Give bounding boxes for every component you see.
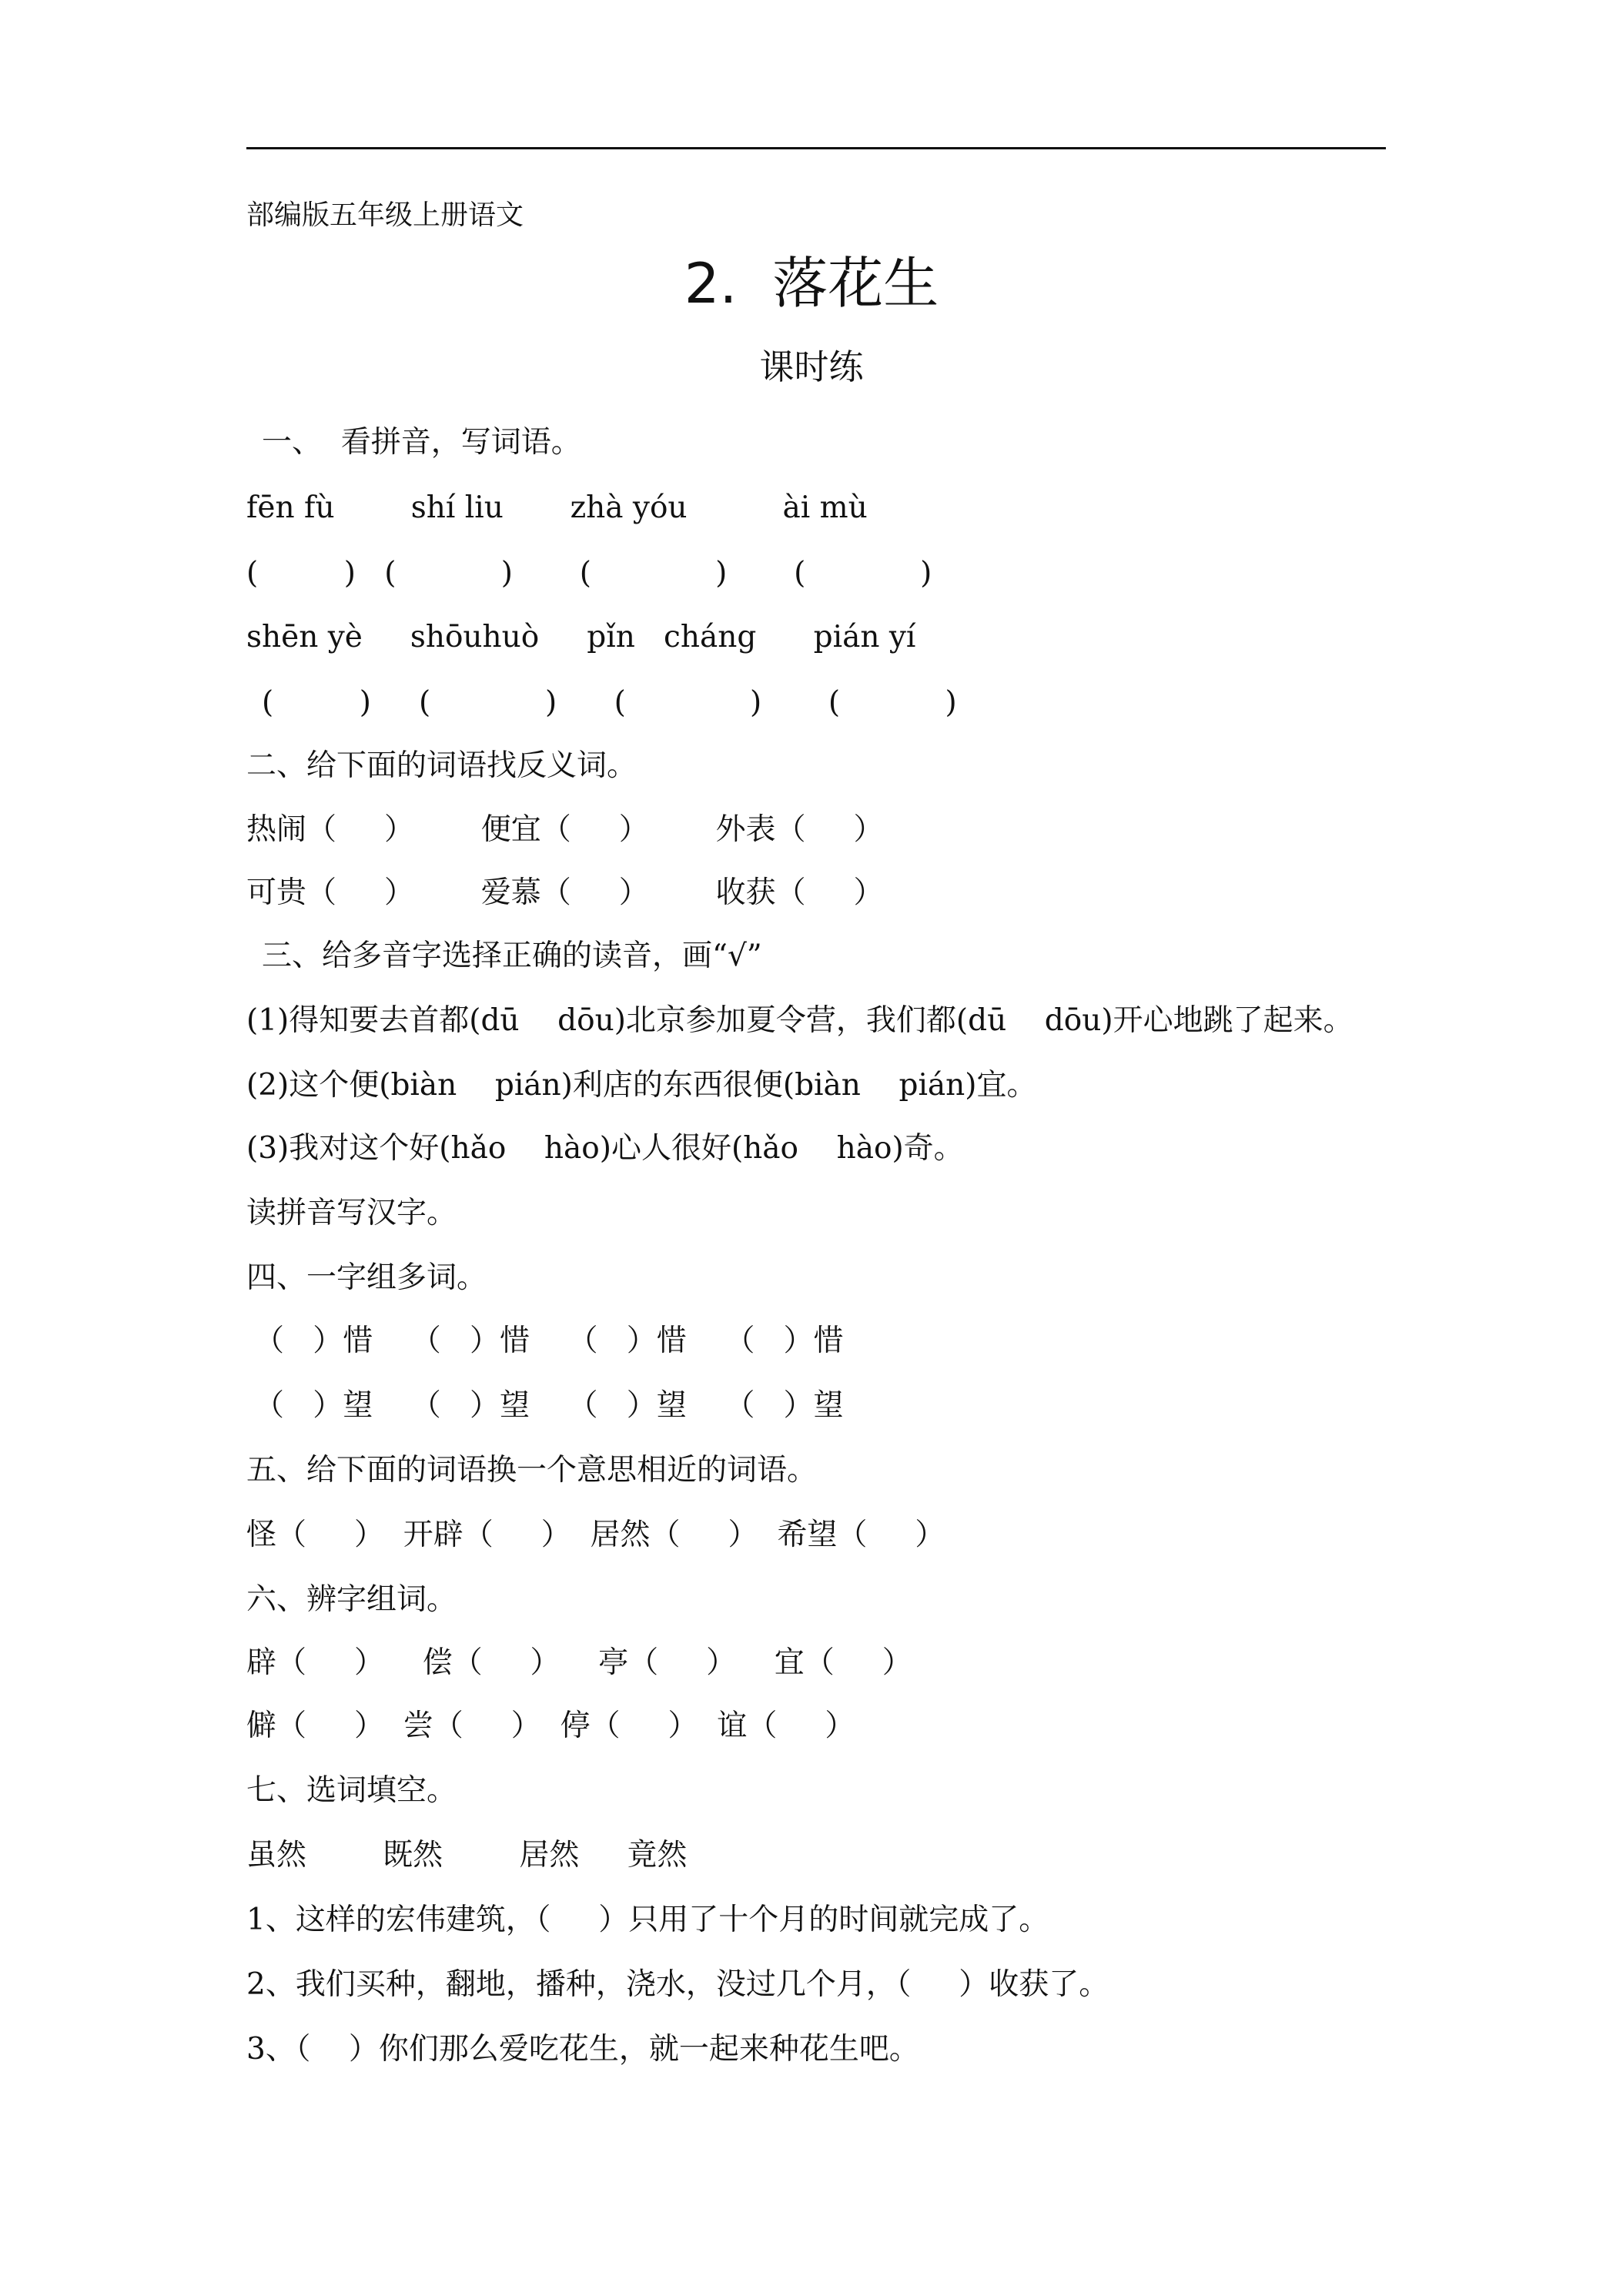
- answer-blanks-row-1: ( ) ( ) ( ) ( ): [246, 556, 932, 591]
- antonym-row-2: 可贵（ ） 爱慕（ ） 收获（ ）: [246, 875, 884, 910]
- pinyin-row-2: shēn yè shōuhuò pǐn cháng pián yí: [246, 620, 916, 654]
- section-5-heading: 五、给下面的词语换一个意思相近的词语。: [246, 1453, 818, 1488]
- word-group-row-1: （ ）惜 （ ）惜 （ ）惜 （ ）惜: [254, 1324, 844, 1358]
- document-header: 部编版五年级上册语文: [246, 199, 524, 231]
- question-1: (1)得知要去首都(dū dōu)北京参加夏令营，我们都(dū dōu)开心地跳了起来。: [246, 1003, 1354, 1038]
- top-rule: [246, 147, 1386, 149]
- word-choices: 虽然 既然 居然 竟然: [246, 1838, 688, 1873]
- question-3: (3)我对这个好(hǎo hào)心人很好(hǎo hào)奇。: [246, 1131, 964, 1166]
- distinguish-row-2: 僻（ ） 尝（ ） 停（ ） 谊（ ）: [246, 1709, 855, 1743]
- fill-blank-3: 3、（ ）你们那么爱吃花生，就一起来种花生吧。: [246, 2032, 919, 2067]
- pinyin-row-1: fēn fù shí liu zhà yóu ài mù: [246, 490, 868, 525]
- section-1-heading: 一、 看拼音，写词语。: [262, 425, 581, 460]
- question-2: (2)这个便(biàn pián)利店的东西很便(biàn pián)宜。: [246, 1068, 1037, 1103]
- page-subtitle: 课时练: [759, 346, 864, 387]
- synonym-row: 怪（ ） 开辟（ ） 居然（ ） 希望（ ）: [246, 1518, 945, 1552]
- section-6-heading: 六、辨字组词。: [246, 1582, 457, 1617]
- section-7-heading: 七、选词填空。: [246, 1773, 457, 1808]
- page-title: 2. 落花生: [684, 251, 939, 316]
- instruction-pinyin-to-hanzi: 读拼音写汉字。: [246, 1196, 457, 1230]
- fill-blank-2: 2、我们买种，翻地，播种，浇水，没过几个月，（ ）收获了。: [246, 1967, 1109, 2002]
- distinguish-row-1: 辟（ ） 偿（ ） 亭（ ） 宜（ ）: [246, 1645, 912, 1680]
- answer-blanks-row-2: ( ) ( ) ( ) ( ): [262, 685, 957, 720]
- section-3-heading: 三、给多音字选择正确的读音，画“√”: [262, 939, 762, 973]
- fill-blank-1: 1、这样的宏伟建筑，（ ）只用了十个月的时间就完成了。: [246, 1903, 1049, 1937]
- antonym-row-1: 热闹（ ） 便宜（ ） 外表（ ）: [246, 812, 884, 847]
- section-2-heading: 二、给下面的词语找反义词。: [246, 748, 637, 783]
- section-4-heading: 四、一字组多词。: [246, 1260, 487, 1295]
- word-group-row-2: （ ）望 （ ）望 （ ）望 （ ）望: [254, 1388, 844, 1423]
